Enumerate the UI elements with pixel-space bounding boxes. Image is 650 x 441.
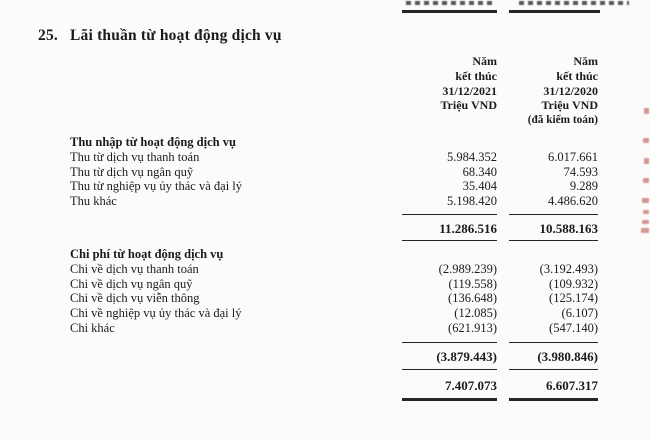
value-2020: (6.107) <box>561 306 598 321</box>
cutoff-number-fragment <box>406 1 496 5</box>
table-row <box>70 165 598 180</box>
col-2021-line: Năm <box>472 54 497 68</box>
value-2021: (2.989.239) <box>438 262 497 276</box>
table-rule <box>402 342 497 343</box>
red-ink-fragment <box>642 198 649 203</box>
col-2021-line: kết thúc <box>455 68 497 83</box>
table-rule <box>509 214 598 215</box>
value-2020: 74.593 <box>563 164 598 179</box>
table-row <box>70 194 598 209</box>
row-label: Chi về dịch vụ viễn thông <box>70 291 200 306</box>
red-ink-fragment <box>644 108 649 114</box>
table-rule <box>509 369 598 370</box>
red-ink-fragment <box>643 210 649 214</box>
row-label: Thu khác <box>70 194 117 209</box>
table-rule <box>509 398 598 401</box>
col-2020-line: 31/12/2020 <box>543 83 598 98</box>
income-subtotal-2020: 10.588.163 <box>539 221 598 236</box>
table-rule <box>402 10 497 13</box>
net-total-row <box>70 378 598 394</box>
table-row <box>70 179 598 194</box>
table-row <box>70 150 598 165</box>
note-title: Lãi thuần từ hoạt động dịch vụ <box>70 27 282 44</box>
row-label: Thu từ dịch vụ ngân quỹ <box>70 164 194 179</box>
value-2021: 5.198.420 <box>447 194 497 209</box>
value-2020: 9.289 <box>569 179 598 194</box>
red-ink-fragment <box>644 158 649 164</box>
value-2021: 5.984.352 <box>447 150 497 164</box>
net-total-2021: 7.407.073 <box>445 378 497 393</box>
expense-section <box>70 247 598 335</box>
table-rule <box>402 369 497 370</box>
cutoff-number-fragment <box>519 1 629 5</box>
col-2021-line: Triệu VND <box>440 98 497 113</box>
table-rule <box>402 240 497 241</box>
table-row <box>70 306 598 321</box>
table-rule <box>509 10 600 13</box>
row-label: Thu từ nghiệp vụ ủy thác và đại lý <box>70 179 243 194</box>
table-row <box>70 321 598 336</box>
red-ink-fragment <box>641 228 649 233</box>
value-2021: (136.648) <box>448 291 497 306</box>
value-2020: (3.192.493) <box>539 262 598 276</box>
value-2021: (119.558) <box>448 276 497 291</box>
column-header-2020 <box>471 54 598 128</box>
row-label: Chi về dịch vụ ngân quỹ <box>70 276 193 291</box>
expense-subtotal-2020: (3.980.846) <box>537 349 598 364</box>
net-total-2020: 6.607.317 <box>546 378 598 393</box>
note-number: 25. <box>38 27 58 44</box>
red-ink-fragment <box>643 178 649 183</box>
value-2021: (621.913) <box>448 320 497 335</box>
expense-section-header <box>70 247 598 262</box>
col-2020-line: Năm <box>573 54 598 68</box>
expense-subtotal-2021: (3.879.443) <box>436 349 497 364</box>
value-2021: 35.404 <box>462 179 497 194</box>
row-label: Chi khác <box>70 320 115 335</box>
red-ink-fragment <box>642 220 649 224</box>
income-section-header <box>70 135 598 150</box>
table-rule <box>509 240 598 241</box>
table-rule <box>402 398 497 401</box>
row-label: Chi về nghiệp vụ ủy thác và đại lý <box>70 306 242 321</box>
value-2020: (547.140) <box>549 320 598 335</box>
row-label: Thu từ dịch vụ thanh toán <box>70 150 200 164</box>
note-heading <box>38 27 282 45</box>
value-2021: (12.085) <box>454 306 497 321</box>
value-2020: (125.174) <box>549 291 598 306</box>
value-2020: 6.017.661 <box>548 150 598 164</box>
income-subtotal-row <box>70 221 598 237</box>
value-2021: 68.340 <box>462 164 497 179</box>
section-header-label: Thu nhập từ hoạt động dịch vụ <box>70 135 236 149</box>
col-2021-line: 31/12/2021 <box>442 83 497 98</box>
income-subtotal-2021: 11.286.516 <box>439 221 497 236</box>
table-row <box>70 277 598 292</box>
value-2020: (109.932) <box>549 276 598 291</box>
expense-subtotal-row <box>70 349 598 365</box>
value-2020: 4.486.620 <box>548 194 598 209</box>
table-row <box>70 262 598 277</box>
col-2020-audited-note: (đã kiểm toán) <box>527 114 598 127</box>
col-2020-line: Triệu VND <box>541 98 598 113</box>
table-rule <box>509 342 598 343</box>
income-section <box>70 135 598 209</box>
table-row <box>70 291 598 306</box>
section-header-label: Chi phí từ hoạt động dịch vụ <box>70 247 224 261</box>
col-2020-line: kết thúc <box>556 68 598 83</box>
table-rule <box>402 214 497 215</box>
row-label: Chi về dịch vụ thanh toán <box>70 262 199 276</box>
red-ink-fragment <box>643 138 649 143</box>
